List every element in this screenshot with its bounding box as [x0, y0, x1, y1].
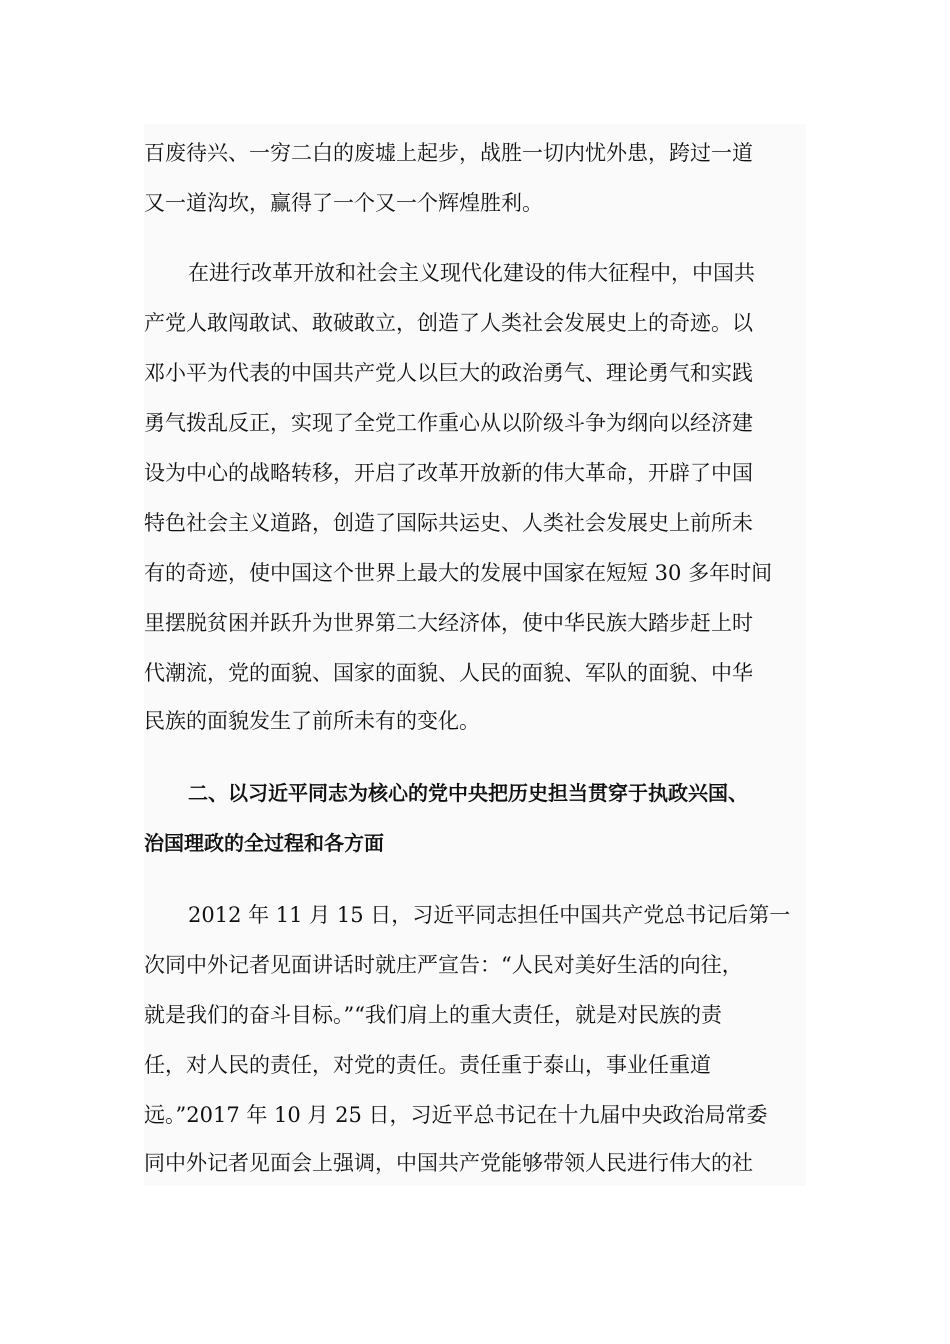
section-heading: 治国理政的全过程和各方面 [144, 831, 384, 855]
text-line: 百废待兴、一穷二白的废墟上起步，战胜一切内忧外患，跨过一道 [144, 141, 753, 165]
text-line: 勇气拨乱反正，实现了全党工作重心从以阶级斗争为纲向以经济建 [144, 411, 753, 435]
text-line: 任，对人民的责任，对党的责任。责任重于泰山，事业任重道 [144, 1053, 711, 1077]
text-line: 特色社会主义道路，创造了国际共运史、人类社会发展史上前所未 [144, 511, 753, 535]
section-heading: 二、以习近平同志为核心的党中央把历史担当贯穿于执政兴国、 [188, 781, 748, 805]
text-line: 2012 年 11 月 15 日，习近平同志担任中国共产党总书记后第一 [188, 903, 791, 927]
text-line: 远。”2017 年 10 月 25 日，习近平总书记在十九届中央政治局常委 [144, 1103, 768, 1127]
text-line: 就是我们的奋斗目标。”“我们肩上的重大责任，就是对民族的责 [144, 1003, 722, 1027]
text-line: 产党人敢闯敢试、敢破敢立，创造了人类社会发展史上的奇迹。以 [144, 311, 753, 335]
text-line: 次同中外记者见面讲话时就庄严宣告：“人民对美好生活的向往， [144, 953, 743, 977]
text-line: 民族的面貌发生了前所未有的变化。 [144, 709, 480, 733]
text-line: 设为中心的战略转移，开启了改革开放新的伟大革命，开辟了中国 [144, 461, 753, 485]
text-line: 又一道沟坎，赢得了一个又一个辉煌胜利。 [144, 191, 543, 215]
document-text-block [144, 124, 806, 1186]
text-line: 有的奇迹，使中国这个世界上最大的发展中国家在短短 30 多年时间 [144, 561, 773, 585]
text-line: 邓小平为代表的中国共产党人以巨大的政治勇气、理论勇气和实践 [144, 361, 753, 385]
text-line: 同中外记者见面会上强调，中国共产党能够带领人民进行伟大的社 [144, 1151, 753, 1175]
text-line: 代潮流，党的面貌、国家的面貌、人民的面貌、军队的面貌、中华 [144, 661, 753, 685]
text-line: 里摆脱贫困并跃升为世界第二大经济体，使中华民族大踏步赶上时 [144, 611, 753, 635]
text-line: 在进行改革开放和社会主义现代化建设的伟大征程中，中国共 [188, 261, 755, 285]
